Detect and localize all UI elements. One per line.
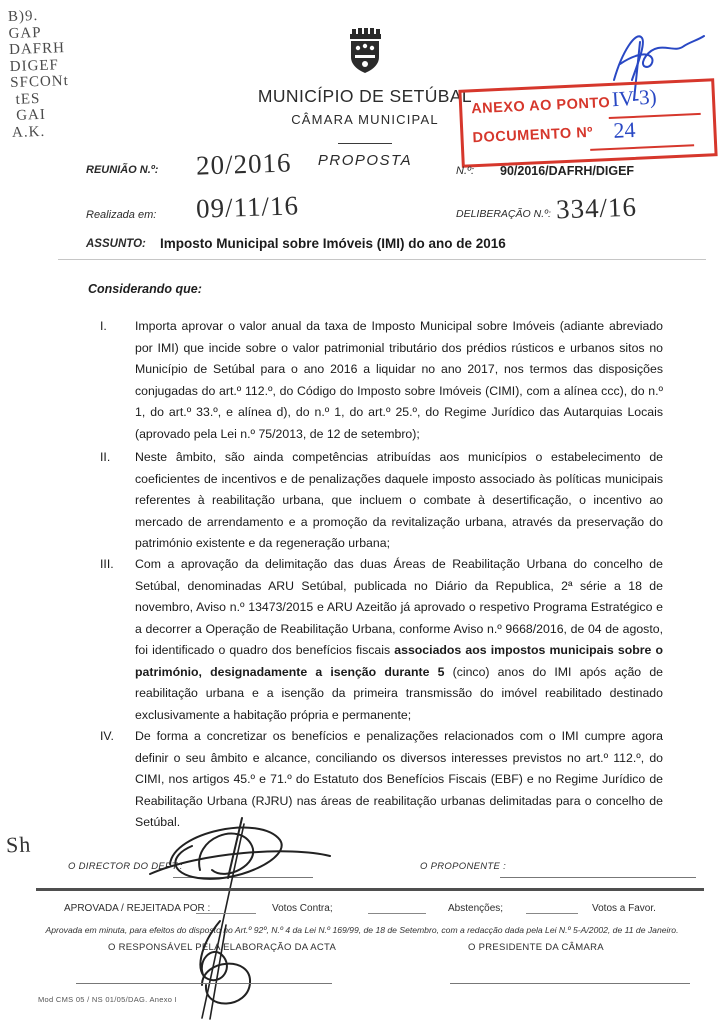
assunto-label: ASSUNTO:: [86, 238, 146, 250]
considerando-item-1: [100, 316, 663, 445]
pencil-line: GAP: [8, 24, 42, 42]
municipal-crest-icon: [342, 27, 388, 79]
anexo-stamp: [458, 78, 717, 168]
stamp-anexo-label: ANEXO AO PONTO: [470, 94, 611, 118]
assunto-value: Imposto Municipal sobre Imóveis (IMI) do ano de 2016: [160, 236, 506, 251]
votos-contra-blank-field: [368, 902, 426, 914]
council-subtitle: CÂMARA MUNICIPAL: [291, 112, 439, 127]
header-divider: [338, 143, 392, 144]
abstencoes-blank-field: [526, 902, 578, 914]
minuta-note: Aprovada em minuta, para efeitos do disposto no Art.º 92º, N.º 4 da Lei N.º 169/99, de 18 de Setembro, com a redacção dada pela Lei N.º 5-A/2002, de 11 de Janeiro.: [45, 925, 679, 935]
deliberacao-handwritten-value: 334/16: [555, 191, 638, 225]
stamp-line2-underline: [590, 144, 694, 151]
acta-responsible-label: O RESPONSÁVEL PELA ELABORAÇÃO DA ACTA: [108, 942, 337, 953]
proposal-number-value: 90/2016/DAFRH/DIGEF: [500, 164, 635, 178]
acta-signature-scribble: [160, 915, 280, 1023]
item-text-post: (cinco) anos do IMI após ação de reabilitação urbana e a isenção da primeira transmissão do imóvel reabilitado destinado exclusivamente a habitação própria e permanente;: [135, 664, 663, 722]
pencil-line: B)9.: [7, 8, 39, 26]
form-reference: Mod CMS 05 / NS 01/05/DAG. Anexo I: [38, 995, 178, 1004]
realizada-label: Realizada em:: [86, 209, 157, 221]
stamp-document-handwritten-value: 24: [612, 116, 636, 143]
pencil-line: A.K.: [11, 123, 46, 141]
item-text: Importa aprovar o valor anual da taxa de Imposto Municipal sobre Imóveis (adiante abreviado por IMI) que incide sobre o valor patrimonial tributário dos prédios rústicos e urbanos sitos no Município de Setúbal para o ano 2016 a liquidar no ano 2017, nos termos das disposições conjugadas do art.º 112.º, do Código do Imposto sobre Imóveis (CIMI), com a alínea ccc), do n.º 1, do art.º 33.º, e alínea d), do n.º 1, do art.º 25.º, do Regime Jurídico das Autarquias Locais (aprovado pela Lei n.º 75/2013, de 12 de setembro);: [135, 319, 663, 441]
assunto-underline: [58, 259, 706, 260]
document-type-title: PROPOSTA: [317, 152, 413, 169]
deliberacao-label: DELIBERAÇÃO N.º:: [456, 208, 551, 220]
pencil-line: GAI: [11, 106, 47, 124]
corner-initials-handwritten: Sh: [5, 831, 32, 858]
municipality-title: MUNICÍPIO DE SETÚBAL: [257, 86, 473, 106]
abstencoes-label: Abstenções;: [448, 903, 504, 914]
proposal-number-label: N.º:: [456, 165, 475, 177]
director-label: O DIRECTOR DO DEPT.:: [68, 861, 183, 872]
proponente-label: O PROPONENTE :: [420, 861, 507, 872]
item-text-bold: associados aos impostos municipais sobre o património, designadamente a isenção durante 5: [135, 643, 663, 679]
pencil-line: SFCONt: [10, 72, 70, 92]
proponente-signature-line: [500, 877, 696, 878]
item-text: De forma a concretizar os benefícios e penalizações relacionados com o IMI cumpre agora definir o seu âmbito e alcance, conciliando os diversos interesses previstos no art.º 112.º, do CIMI, nos artigos 45.º e 71.º do Estatuto dos Benefícios Fiscais (EBF) e no Regime Jurídico de Reabilitação Urbana (RJRU) nas áreas de reabilitação urbanas delimitadas para o concelho de Setúbal.: [135, 729, 663, 829]
pencil-annotation-list: [8, 7, 71, 141]
considerando-item-2: [100, 447, 663, 555]
approval-blank-field: [196, 902, 256, 914]
item-numeral: I.: [100, 319, 107, 333]
item-text-pre: Com a aprovação da delimitação das duas Áreas de Reabilitação Urbana do concelho de Setúbal, denominadas ARU Setúbal, publicada no Diário da Republica, 2ª série a 18 de novembro, Aviso n.º 13473/2015 e ARU Azeitão já aprovado o respetivo Programa Estratégico e a decorrer a Operação de Reabilitação Urbana, conforme Aviso n.º 9668/2016, de 04 de agosto, foi identificado o quadro dos benefícios fiscais: [135, 557, 663, 657]
acta-signature-line: [76, 983, 332, 984]
reuniao-handwritten-value: 20/2016: [195, 147, 293, 181]
realizada-handwritten-value: 09/11/16: [195, 190, 300, 224]
item-numeral: III.: [100, 557, 114, 571]
presidente-signature-line: [450, 983, 690, 984]
approval-label: APROVADA / REJEITADA POR :: [64, 903, 211, 914]
votos-contra-label: Votos Contra;: [272, 903, 333, 914]
considerando-item-3: [100, 554, 663, 726]
pencil-line: DIGEF: [9, 56, 60, 75]
reuniao-label: REUNIÃO N.º:: [86, 164, 159, 176]
votos-favor-label: Votos a Favor.: [592, 903, 656, 914]
item-text: [135, 554, 663, 726]
pencil-line: DAFRH: [8, 40, 66, 59]
presidente-label: O PRESIDENTE DA CÂMARA: [468, 942, 604, 953]
item-numeral: IV.: [100, 729, 114, 743]
item-text: Neste âmbito, são ainda competências atribuídas aos municípios o estabelecimento de coeficientes de incentivos e de penalizações daquele imposto associado às políticas municipais referentes à reabilitação urbana, que incluem o combate à desertificação, o incentivo ao mercado de arrendamento e a promoção da revitalização urbana, através da preservação do património existente e da regeneração urbana;: [135, 450, 663, 550]
considerando-heading: Considerando que:: [88, 282, 202, 296]
footer-divider-line: [36, 888, 704, 891]
pencil-line: tES: [10, 90, 41, 108]
stamp-point-handwritten-value: IV-3): [611, 84, 658, 112]
stamp-documento-label: DOCUMENTO Nº: [472, 124, 594, 147]
item-numeral: II.: [100, 450, 111, 464]
